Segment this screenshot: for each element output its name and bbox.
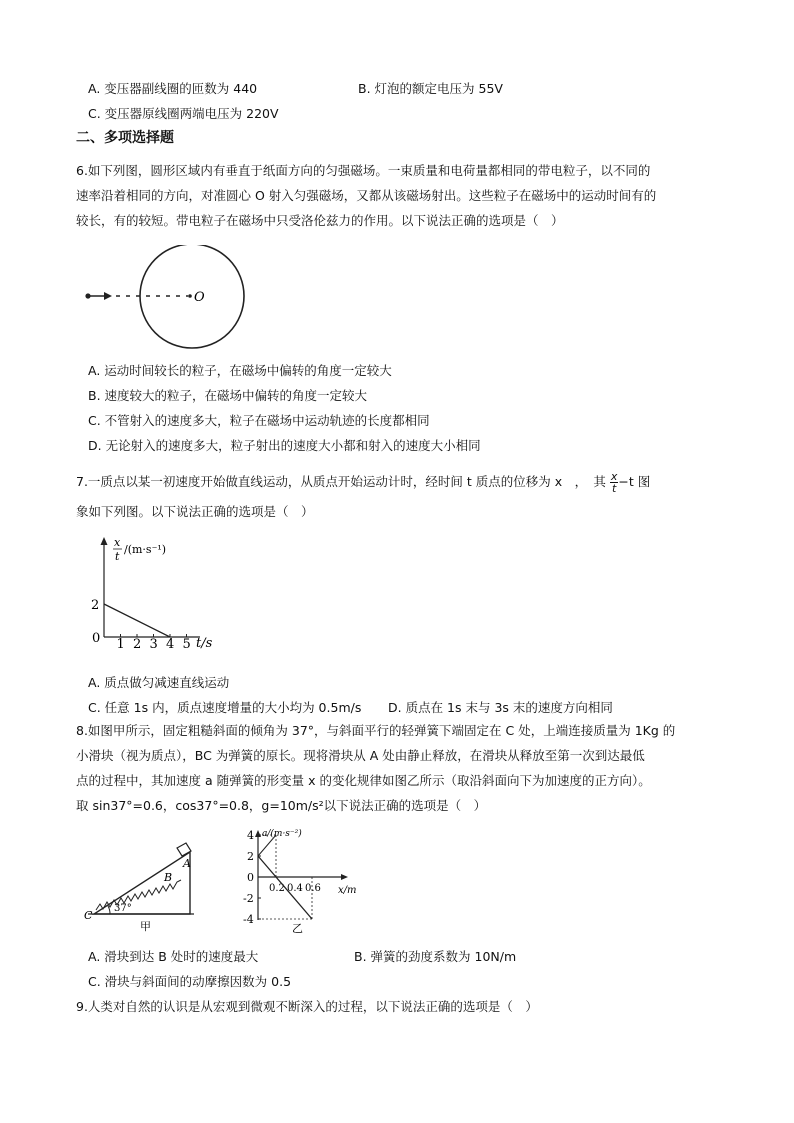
q5-option-a: A. 变压器副线圈的匝数为 440 — [88, 81, 258, 96]
q8-line2: 小滑块（视为质点），BC 为弹簧的原长。现将滑块从 A 处由静止释放，在滑块从释放至第一次到达最低 — [76, 748, 645, 763]
q8-line3: 点的过程中，其加速度 a 随弹簧的形变量 x 的变化规律如图乙所示（取沿斜面向下为加速度的正方向）。 — [76, 773, 651, 788]
frac-bottom: t — [611, 482, 617, 495]
magnetic-field-figure — [80, 245, 250, 350]
y-tick-label: -2 — [243, 892, 254, 905]
q6-line1: 6.如下列图，圆形区域内有垂直于纸面方向的匀强磁场。一束质量和电荷量都相同的带电粒子，以不同的 — [76, 163, 651, 178]
x-tick-label: 0.4 — [287, 883, 303, 894]
series-line — [258, 856, 312, 919]
y-tick-label: 2 — [247, 850, 254, 863]
field-circle — [140, 245, 244, 348]
a-x-chart-yi — [240, 826, 370, 934]
x-tick-label: 0.2 — [269, 883, 285, 894]
arrow-head — [104, 292, 112, 300]
y-tick-label: 4 — [247, 829, 254, 842]
q7-option-c: C. 任意 1s 内，质点速度增量的大小均为 0.5m/s — [88, 700, 362, 715]
q8-line4: 取 sin37°=0.6，cos37°=0.8，g=10m/s²以下说法正确的选项是（ ） — [76, 798, 487, 813]
x-tick-label: 5 — [182, 637, 191, 652]
y-tick-label: -4 — [243, 913, 254, 926]
caption-jia: 甲 — [140, 920, 151, 933]
q7-option-d: D. 质点在 1s 末与 3s 末的速度方向相同 — [388, 700, 613, 715]
q7-line1-b: −t 图 — [618, 474, 651, 489]
q8-option-c: C. 滑块与斜面间的动摩擦因数为 0.5 — [88, 974, 292, 989]
slider-block — [177, 843, 191, 856]
q6-line2: 速率沿着相同的方向，对准圆心 O 射入匀强磁场，又都从该磁场射出。这些粒子在磁场中的运动时间有的 — [76, 188, 657, 203]
label-b: B — [164, 871, 173, 884]
q6-option-c: C. 不管射入的速度多大，粒子在磁场中运动轨迹的长度都相同 — [88, 413, 430, 428]
series-line — [104, 604, 170, 637]
section-title: 二、多项选择题 — [76, 130, 174, 146]
q8-option-b: B. 弹簧的劲度系数为 10N/m — [354, 949, 517, 964]
xt-t-chart — [88, 533, 228, 653]
q5-option-b: B. 灯泡的额定电压为 55V — [358, 81, 503, 96]
q6-option-a: A. 运动时间较长的粒子，在磁场中偏转的角度一定较大 — [88, 363, 392, 378]
q6-option-b: B. 速度较大的粒子，在磁场中偏转的角度一定较大 — [88, 388, 368, 403]
incline-figure-jia — [78, 830, 203, 935]
x-axis-label: t/s — [196, 636, 213, 651]
q7-line1-a: 7.一质点以某一初速度开始做直线运动，从质点开始运动计时，经时间 t 质点的位移为 x ， 其 — [76, 474, 606, 489]
label-c: C — [84, 909, 93, 922]
q5-option-c: C. 变压器原线圈两端电压为 220V — [88, 106, 279, 121]
x-tick-label: 3 — [149, 637, 158, 652]
q7-line2: 象如下列图。以下说法正确的选项是（ ） — [76, 504, 314, 519]
center-dot — [188, 294, 192, 298]
q8-option-a: A. 滑块到达 B 处时的速度最大 — [88, 949, 259, 964]
y-axis-arrow — [101, 537, 108, 545]
y-tick-label: 2 — [91, 598, 100, 613]
caption-yi: 乙 — [292, 922, 303, 934]
y-axis-arrow — [255, 830, 261, 837]
q6-option-d: D. 无论射入的速度多大，粒子射出的速度大小都和射入的速度大小相同 — [88, 438, 481, 453]
y-label-unit: /(m·s⁻¹) — [124, 543, 167, 556]
q7-line1 — [76, 471, 650, 494]
label-a: A — [183, 857, 191, 870]
center-label: O — [194, 290, 205, 305]
q9-line1: 9.人类对自然的认识是从宏观到微观不断深入的过程，以下说法正确的选项是（ ） — [76, 999, 538, 1014]
frac-top: x — [610, 470, 618, 483]
q6-line3: 较长，有的较短。带电粒子在磁场中只受洛伦兹力的作用。以下说法正确的选项是（ ） — [76, 213, 564, 228]
q8-line1: 8.如图甲所示，固定粗糙斜面的倾角为 37°，与斜面平行的轻弹簧下端固定在 C 处，上端连接质量为 1Kg 的 — [76, 723, 676, 738]
x-axis-arrow — [341, 874, 348, 880]
y-tick-label: 0 — [247, 871, 254, 884]
y-label-num: x — [114, 536, 121, 549]
x-axis-label: x/m — [338, 885, 357, 896]
x-tick-label: 0.6 — [305, 883, 321, 894]
q7-option-a: A. 质点做匀减速直线运动 — [88, 675, 230, 690]
angle-label: 37° — [114, 903, 132, 914]
x-tick-label: 1 — [116, 637, 125, 652]
x-tick-label: 4 — [166, 637, 175, 652]
origin-label: 0 — [92, 631, 101, 646]
y-axis-label: a/(m·s⁻²) — [262, 829, 302, 839]
x-tick-label: 2 — [133, 637, 142, 652]
y-label-den: t — [115, 550, 120, 563]
